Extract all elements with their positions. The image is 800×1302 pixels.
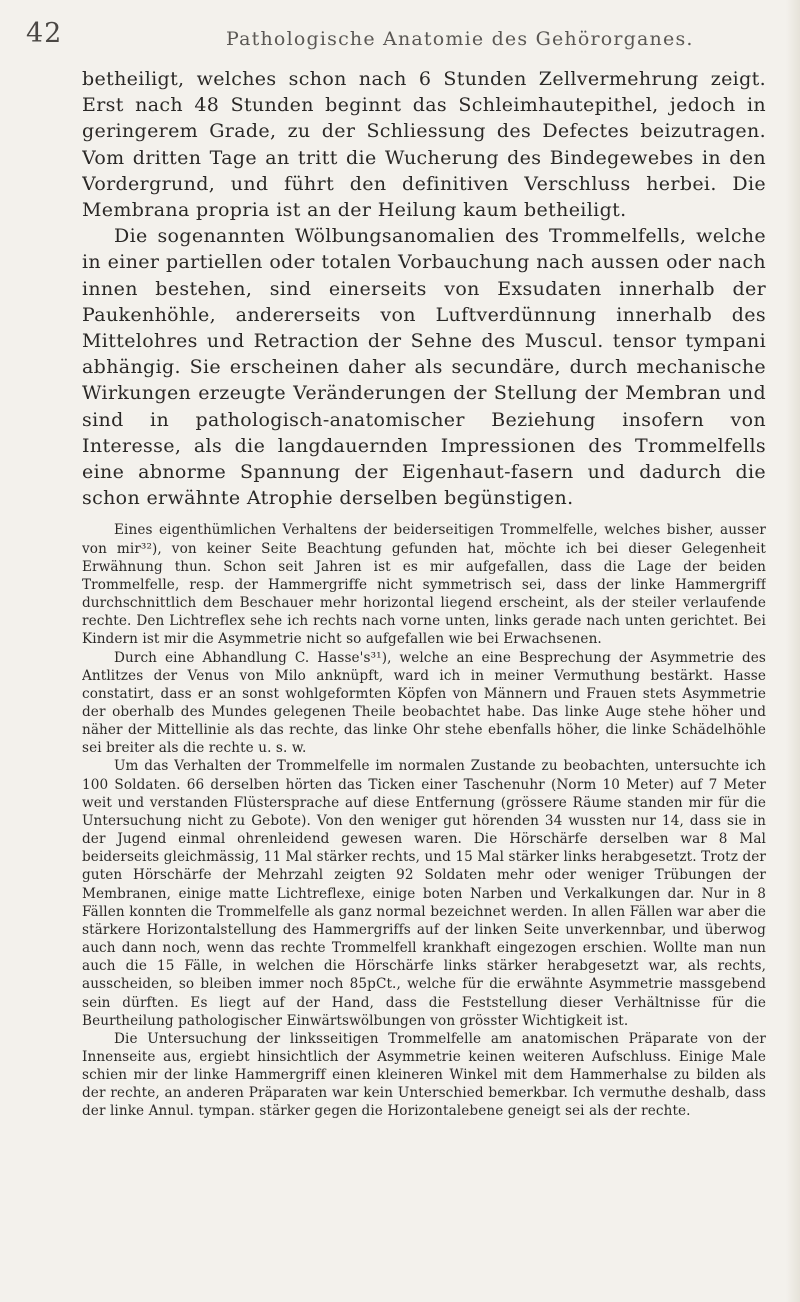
paragraph-woelbungsanomalien: Die sogenannten Wölbungsanomalien des Trommelfells, welche in einer partiellen oder totalen Vorbauchung nach aussen oder nach innen bestehen, sind einerseits von Exsudaten innerhalb der Paukenhöhle, andererseits von Luftverdünnung innerhalb des Mittelohres und Retraction der Sehne des Muscul. tensor tympani abhängig. Sie erscheinen daher als secundäre, durch mechanische Wirkungen erzeugte Veränderungen der Stellung der Membran und sind in pathologisch-anatomischer Beziehung insofern von Interesse, als die langdauernden Impressionen des Trommelfells eine abnorme Spannung der Eigenhaut-fasern und dadurch die schon erwähnte Atrophie derselben begünstigen. — [82, 225, 766, 510]
paragraph-continuation: betheiligt, welches schon nach 6 Stunden Zellvermehrung zeigt. Erst nach 48 Stunden beginnt das Schleimhautepithel, jedoch in geringerem Grade, zu der Schliessung des Defectes beizutragen. Vom dritten Tage an tritt die Wucherung des Bindegewebes in den Vordergrund, und führt den definitiven Verschluss herbei. Die Membrana propria ist an der Heilung kaum betheiligt. — [82, 68, 766, 222]
page-number: 42 — [26, 18, 63, 49]
paragraph-asymmetrie: Eines eigenthümlichen Verhaltens der beiderseitigen Trommelfelle, welches bisher, ausser von mir³²), von keiner Seite Beachtung gefunden hat, möchte ich bei dieser Gelegenheit Erwähnung thun. Schon seit Jahren ist es mir aufgefallen, dass die Lage der beiden Trommelfelle, resp. der Hammergriffe nicht symmetrisch sei, dass der linke Hammergriff durchschnittlich dem Beschauer mehr horizontal liegend erscheint, als der steiler verlaufende rechte. Den Lichtreflex sehe ich rechts nach vorne unten, links gerade nach unten gerichtet. Bei Kindern ist mir die Asymmetrie nicht so aufgefallen wie bei Erwachsenen. — [82, 522, 766, 648]
page-edge-shadow — [786, 0, 800, 1302]
small-print-section — [82, 521, 766, 1120]
paragraph-praeparate: Die Untersuchung der linksseitigen Trommelfelle am anatomischen Präparate von der Innenseite aus, ergiebt hinsichtlich der Asymmetrie keinen weiteren Aufschluss. Einige Male schien mir der linke Hammergriff einen kleineren Winkel mit dem Hammerhalse zu bilden als der rechte, an anderen Präparaten war kein Unterschied bemerkbar. Ich vermuthe deshalb, dass der linke Annul. tympan. stärker gegen die Horizontalebene geneigt sei als der rechte. — [82, 1030, 766, 1120]
paragraph-hasse: Durch eine Abhandlung C. Hasse's³¹), welche an eine Besprechung der Asymmetrie des Antlitzes der Venus von Milo anknüpft, ward ich in meiner Vermuthung bestärkt. Hasse constatirt, dass er an sonst wohlgeformten Köpfen von Männern und Frauen stets Asymmetrie der oberhalb des Mundes gelegenen Theile beobachtet habe. Das linke Auge stehe höher und näher der Mittellinie als das rechte, das linke Ohr stehe ebenfalls höher, die linke Schädelhöhle sei breiter als die rechte u. s. w. — [82, 649, 766, 757]
running-title: Pathologische Anatomie des Gehörorganes. — [226, 28, 694, 50]
paragraph-soldaten: Um das Verhalten der Trommelfelle im normalen Zustande zu beobachten, untersuchte ich 100 Soldaten. 66 derselben hörten das Ticken einer Taschenuhr (Norm 10 Meter) auf 7 Meter weit und verstanden Flüstersprache auf diese Entfernung (grössere Räume standen mir für die Untersuchung nicht zu Gebote). Von den weniger gut hörenden 34 wussten nur 14, dass sie in der Jugend einmal ohrenleidend gewesen waren. Die Hörschärfe derselben war 8 Mal beiderseits gleichmässig, 11 Mal stärker rechts, und 15 Mal stärker links herabgesetzt. Trotz der guten Hörschärfe der Mehrzahl zeigten 92 Soldaten mehr oder weniger Trübungen der Membranen, einige matte Lichtreflexe, einige boten Narben und Verkalkungen dar. Nur in 8 Fällen konnten die Trommelfelle als ganz normal bezeichnet werden. In allen Fällen war aber die stärkere Horizontalstellung des Hammergriffs auf der linken Seite unverkennbar, und überwog auch dann noch, wenn das rechte Trommelfell krankhaft eingezogen erschien. Wollte man nun auch die 15 Fälle, in welchen die Hörschärfe links stärker herabgesetzt war, als rechts, ausscheiden, so bleiben immer noch 85pCt., welche für die erwähnte Asymmetrie massgebend sein dürften. Es liegt auf der Hand, dass die Feststellung dieser Verhältnisse für die Beurtheilung pathologischer Einwärtswölbungen von grösster Wichtigkeit ist. — [82, 758, 766, 1029]
running-head — [26, 16, 766, 56]
body-text — [82, 66, 766, 1282]
